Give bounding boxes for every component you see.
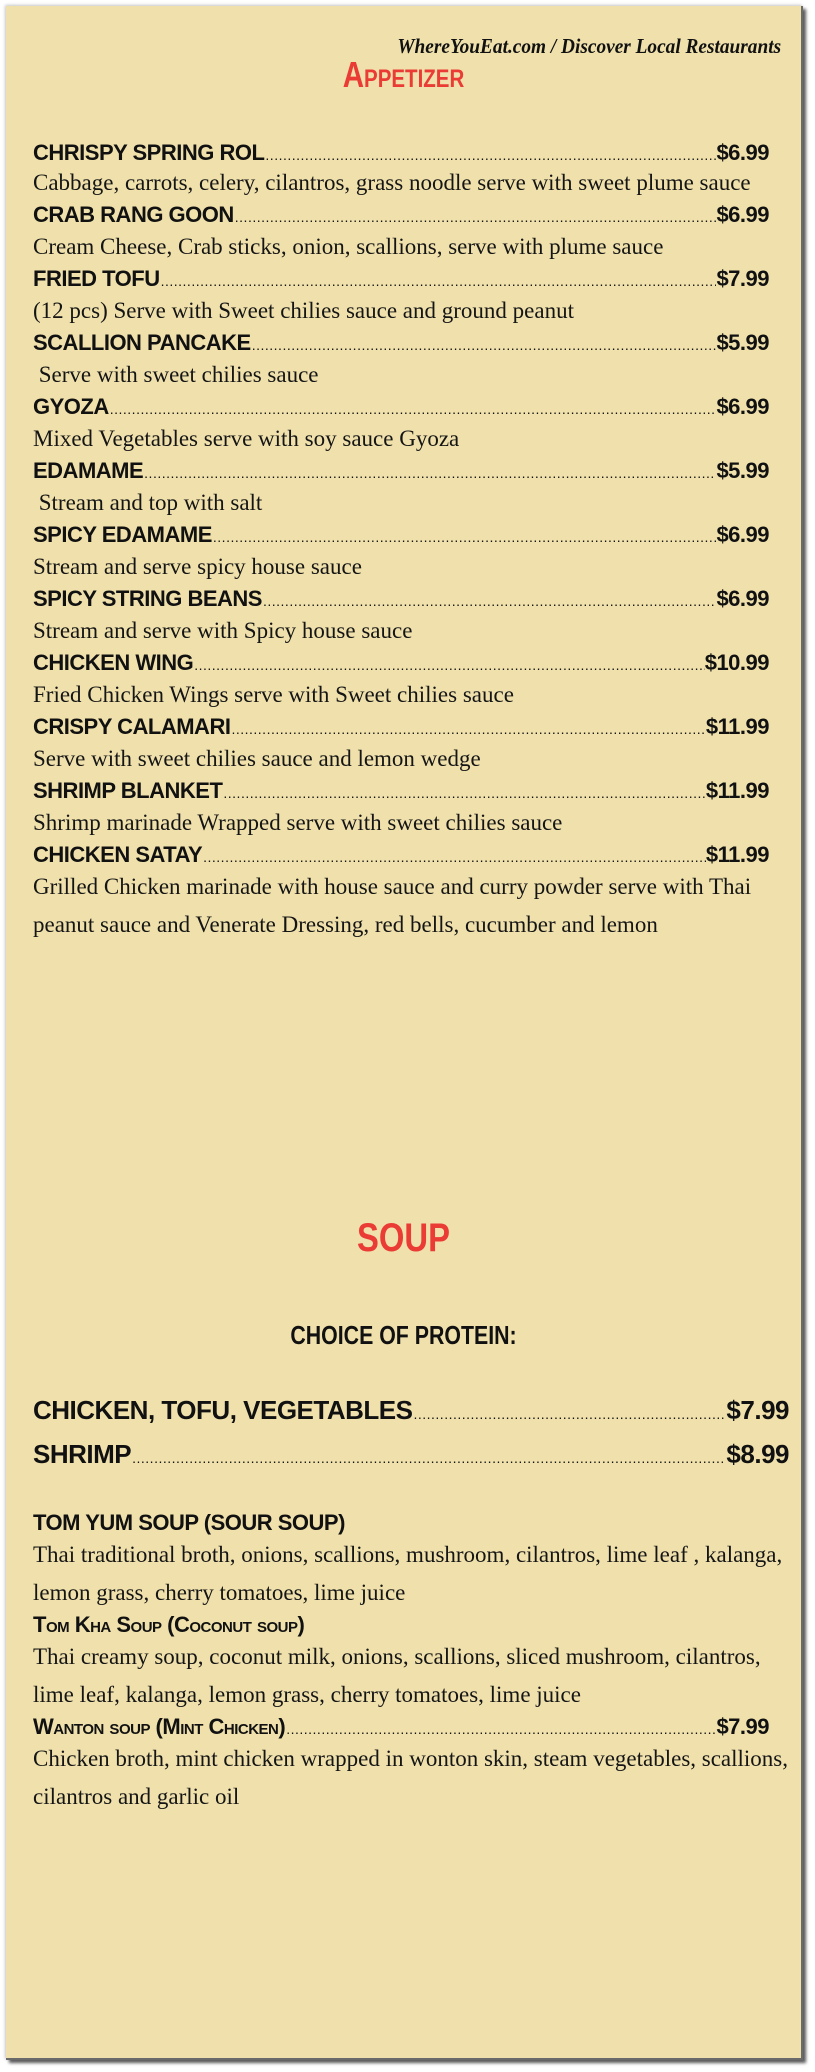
dot-leader bbox=[262, 593, 716, 609]
dot-leader bbox=[251, 337, 717, 353]
menu-item bbox=[33, 714, 769, 778]
protein-price: $8.99 bbox=[726, 1439, 789, 1469]
item-description: Cabbage, carrots, celery, cilantros, grass noodle serve with sweet plume sauce bbox=[33, 170, 751, 195]
item-name: SPICY EDAMAME bbox=[33, 522, 212, 547]
dot-leader bbox=[264, 147, 716, 163]
menu-item bbox=[33, 140, 769, 202]
item-name: Wanton soup (Mint Chicken) bbox=[33, 1714, 286, 1739]
item-name: SPICY STRING BEANS bbox=[33, 586, 262, 611]
dot-leader bbox=[131, 1438, 726, 1478]
item-description: Shrimp marinade Wrapped serve with sweet chilies sauce bbox=[33, 810, 563, 835]
menu-item bbox=[33, 202, 769, 266]
item-description: Cream Cheese, Crab sticks, onion, scallions, serve with plume sauce bbox=[33, 234, 664, 259]
menu-item bbox=[33, 266, 769, 330]
item-heading bbox=[33, 842, 769, 868]
menu-item bbox=[33, 842, 769, 944]
dot-leader bbox=[212, 529, 717, 545]
protein-list bbox=[33, 1390, 789, 1478]
dot-leader bbox=[222, 785, 706, 801]
protein-name: SHRIMP bbox=[33, 1439, 132, 1469]
item-description: Mixed Vegetables serve with soy sauce Gyoza bbox=[33, 426, 460, 451]
soup-title: SOUP bbox=[357, 1216, 450, 1260]
item-heading bbox=[33, 1612, 793, 1638]
item-heading bbox=[33, 202, 769, 228]
item-price: $6.99 bbox=[716, 522, 769, 547]
item-price: $5.99 bbox=[716, 458, 769, 483]
item-heading bbox=[33, 394, 769, 420]
item-description: Grilled Chicken marinade with house sauce and curry powder serve with Thai peanut sauce and Venerate Dressing, red bells, cucumber and lemon bbox=[33, 874, 752, 937]
dot-leader bbox=[109, 401, 717, 417]
protein-heading: CHOICE OF PROTEIN: bbox=[290, 1320, 517, 1350]
menu-item bbox=[33, 586, 769, 650]
item-description: Serve with sweet chilies sauce and lemon wedge bbox=[33, 746, 481, 771]
protein-row bbox=[33, 1390, 789, 1434]
protein-name: CHICKEN, TOFU, VEGETABLES bbox=[33, 1395, 413, 1425]
menu-item bbox=[33, 778, 769, 842]
item-price: $11.99 bbox=[705, 842, 769, 867]
dot-leader bbox=[234, 209, 717, 225]
item-heading bbox=[33, 586, 769, 612]
item-description: Fried Chicken Wings serve with Sweet chilies sauce bbox=[33, 682, 514, 707]
menu-item bbox=[33, 394, 769, 458]
menu-item bbox=[33, 1510, 793, 1612]
item-heading bbox=[33, 458, 769, 484]
dot-leader bbox=[230, 721, 705, 737]
item-price: $6.99 bbox=[716, 394, 769, 419]
item-heading bbox=[33, 522, 769, 548]
protein-price: $7.99 bbox=[726, 1395, 789, 1425]
item-price: $11.99 bbox=[705, 778, 769, 803]
dot-leader bbox=[143, 465, 716, 481]
item-name: Tom Kha Soup (Coconut soup) bbox=[33, 1612, 305, 1637]
protein-row bbox=[33, 1434, 789, 1478]
menu-item bbox=[33, 522, 769, 586]
item-price: $6.99 bbox=[716, 202, 769, 227]
item-name: GYOZA bbox=[33, 394, 109, 419]
item-description: Serve with sweet chilies sauce bbox=[33, 362, 319, 387]
item-description: Stream and top with salt bbox=[33, 490, 263, 515]
item-heading bbox=[33, 266, 769, 292]
soup-list bbox=[33, 1510, 793, 1816]
item-name: CHICKEN SATAY bbox=[33, 842, 203, 867]
menu-item bbox=[33, 458, 769, 522]
item-name: SHRIMP BLANKET bbox=[33, 778, 223, 803]
item-price: $7.99 bbox=[716, 1714, 769, 1739]
dot-leader bbox=[193, 657, 704, 673]
dot-leader bbox=[160, 273, 717, 289]
site-watermark: WhereYouEat.com / Discover Local Restaurants bbox=[397, 34, 781, 58]
item-description: (12 pcs) Serve with Sweet chilies sauce and ground peanut bbox=[33, 298, 574, 323]
item-name: FRIED TOFU bbox=[33, 266, 160, 291]
menu-panel bbox=[6, 6, 803, 2060]
appetizer-title: Appetizer bbox=[342, 54, 465, 95]
item-heading bbox=[33, 650, 769, 676]
item-price: $11.99 bbox=[705, 714, 769, 739]
item-name: CHRISPY SPRING ROL bbox=[33, 140, 265, 165]
menu-item bbox=[33, 1612, 793, 1714]
item-name: CRAB RANG GOON bbox=[33, 202, 234, 227]
menu-item bbox=[33, 330, 769, 394]
item-description: Thai creamy soup, coconut milk, onions, scallions, sliced mushroom, cilantros, lime leaf, kalanga, lemon grass, cherry tomatoes, lime juice bbox=[33, 1644, 761, 1707]
dot-leader bbox=[285, 1721, 716, 1737]
dot-leader bbox=[412, 1394, 726, 1434]
item-price: $7.99 bbox=[716, 266, 769, 291]
menu-item bbox=[33, 1714, 793, 1816]
item-name: TOM YUM SOUP (SOUR SOUP) bbox=[33, 1510, 345, 1535]
item-heading bbox=[33, 778, 769, 804]
item-price: $10.99 bbox=[704, 650, 769, 675]
appetizer-list bbox=[33, 140, 769, 944]
item-description: Stream and serve spicy house sauce bbox=[33, 554, 362, 579]
item-heading bbox=[33, 140, 769, 166]
item-description: Stream and serve with Spicy house sauce bbox=[33, 618, 413, 643]
item-name: SCALLION PANCAKE bbox=[33, 330, 251, 355]
item-heading bbox=[33, 1714, 769, 1740]
item-name: CRISPY CALAMARI bbox=[33, 714, 231, 739]
dot-leader bbox=[202, 849, 706, 865]
item-description: Thai traditional broth, onions, scallions, mushroom, cilantros, lime leaf , kalanga, lemon grass, cherry tomatoes, lime juice bbox=[33, 1542, 783, 1605]
item-heading bbox=[33, 1510, 793, 1536]
item-price: $6.99 bbox=[716, 586, 769, 611]
item-name: EDAMAME bbox=[33, 458, 144, 483]
menu-item bbox=[33, 650, 769, 714]
item-price: $6.99 bbox=[716, 140, 769, 165]
item-name: CHICKEN WING bbox=[33, 650, 194, 675]
item-heading bbox=[33, 714, 769, 740]
item-description: Chicken broth, mint chicken wrapped in wonton skin, steam vegetables, scallions, cilantros and garlic oil bbox=[33, 1746, 789, 1809]
item-heading bbox=[33, 330, 769, 356]
item-price: $5.99 bbox=[716, 330, 769, 355]
